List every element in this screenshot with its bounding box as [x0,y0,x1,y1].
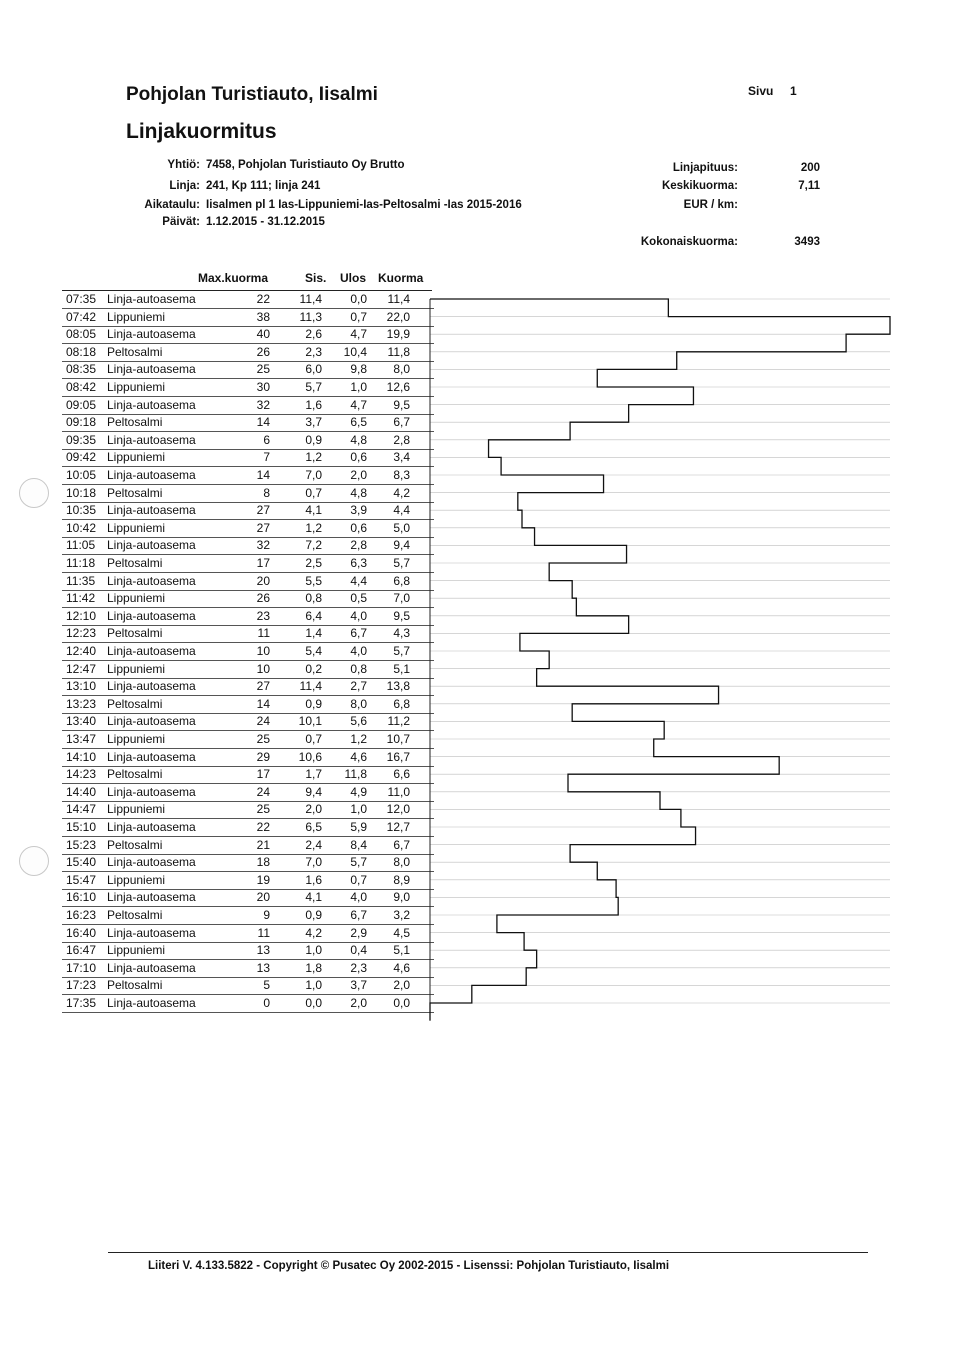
row-stop: Linja-autoasema [107,468,196,482]
row-stop: Peltosalmi [107,344,163,359]
row-kuorma: 7,0 [393,591,410,606]
row-stop: Linja-autoasema [107,925,196,940]
row-stop: Linja-autoasema [107,749,196,764]
row-kuorma: 12,7 [386,820,410,834]
row-sis: 5,4 [305,644,322,658]
row-stop: Lippuniemi [107,732,166,746]
row-time: 16:47 [66,943,97,958]
row-stop: Linja-autoasema [107,960,196,975]
row-kuorma: 8,3 [393,468,410,482]
row-ulos: 4,8 [350,485,367,500]
row-ulos: 2,0 [350,468,367,482]
row-ulos: 2,0 [350,996,367,1010]
row-ulos: 5,7 [350,855,367,870]
footer-text: Liiteri V. 4.133.5822 - Copyright © Pusatec Oy 2002-2015 - Lisenssi: Pohjolan Turistiauto, Iisalmi [148,1260,670,1272]
row-stop: Linja-autoasema [107,397,196,412]
row-stop: Lippuniemi [107,309,166,324]
row-time: 11:18 [66,556,96,570]
row-ulos: 3,9 [350,503,367,518]
row-max: 13 [256,960,270,975]
row-time: 17:10 [66,960,97,975]
row-time: 13:10 [66,679,97,694]
row-time: 10:05 [66,468,97,482]
row-max: 19 [256,872,270,887]
document-title: Linjakuormitus [126,120,277,143]
row-sis: 0,0 [305,996,322,1010]
row-time: 09:05 [66,397,97,412]
row-ulos: 0,4 [350,943,367,958]
row-sis: 0,9 [305,432,322,447]
row-kuorma: 9,5 [393,397,410,412]
row-stop: Linja-autoasema [107,784,196,799]
row-stop: Lippuniemi [107,380,166,394]
row-sis: 1,8 [305,960,322,975]
row-max: 0 [263,996,270,1010]
row-sis: 0,7 [305,732,322,746]
col-header-sis: Sis. [305,271,327,285]
row-stop: Linja-autoasema [107,996,196,1010]
row-time: 07:35 [66,292,97,306]
row-max: 22 [256,292,270,306]
row-kuorma: 4,3 [393,626,410,641]
row-stop: Lippuniemi [107,872,166,887]
row-time: 14:23 [66,767,97,782]
row-stop: Linja-autoasema [107,573,196,588]
row-sis: 1,7 [305,767,322,782]
row-max: 18 [256,855,270,870]
row-ulos: 4,8 [350,432,367,447]
row-max: 25 [256,802,270,817]
row-stop: Linja-autoasema [107,327,196,342]
row-stop: Peltosalmi [107,626,163,641]
row-ulos: 4,7 [350,327,367,342]
row-max: 6 [263,432,270,447]
summary-total-value: 3493 [794,236,820,248]
row-ulos: 0,7 [350,309,367,324]
row-kuorma: 22,0 [386,309,410,324]
row-sis: 2,6 [305,327,322,342]
row-stop: Linja-autoasema [107,503,196,518]
row-max: 14 [256,696,270,711]
row-ulos: 4,7 [350,397,367,412]
row-time: 12:10 [66,608,97,623]
row-ulos: 2,7 [350,679,367,694]
row-max: 25 [256,732,270,746]
row-sis: 6,0 [305,362,322,377]
row-time: 09:35 [66,432,97,447]
row-max: 9 [263,908,270,922]
row-max: 5 [263,978,270,993]
row-sis: 5,7 [305,380,322,394]
row-time: 09:18 [66,415,97,430]
row-kuorma: 5,1 [393,661,410,676]
row-kuorma: 11,2 [387,714,410,729]
row-ulos: 2,8 [350,538,367,553]
row-time: 15:10 [66,820,97,834]
row-max: 40 [256,327,270,342]
row-kuorma: 4,2 [393,485,410,500]
row-sis: 0,8 [305,591,322,606]
row-ulos: 5,6 [350,714,367,729]
row-sis: 0,9 [305,696,322,711]
row-kuorma: 5,7 [393,644,410,658]
row-sis: 1,6 [305,397,322,412]
row-max: 17 [256,767,270,782]
row-stop: Linja-autoasema [107,890,196,905]
row-ulos: 11,8 [344,767,367,782]
row-sis: 0,2 [305,661,322,676]
row-sis: 2,3 [305,344,322,359]
row-ulos: 1,2 [350,732,367,746]
meta-value: 1.12.2015 - 31.12.2015 [206,216,325,228]
row-kuorma: 0,0 [393,996,410,1010]
row-time: 10:42 [66,520,97,535]
row-stop: Lippuniemi [107,802,166,817]
row-kuorma: 8,9 [393,872,410,887]
row-ulos: 3,7 [350,978,367,993]
row-ulos: 0,7 [350,872,367,887]
row-max: 14 [256,415,270,430]
meta-value: 7458, Pohjolan Turistiauto Oy Brutto [206,159,405,171]
row-max: 24 [256,714,270,729]
row-sis: 1,6 [305,872,322,887]
row-max: 10 [256,644,270,658]
row-ulos: 5,9 [350,820,367,834]
summary-avg-value: 7,11 [798,180,820,192]
row-sis: 6,4 [305,608,322,623]
row-kuorma: 5,0 [393,520,410,535]
row-ulos: 0,0 [350,292,367,306]
summary-total-label: Kokonaiskuorma: [640,236,738,248]
row-stop: Lippuniemi [107,591,166,606]
row-ulos: 4,0 [350,608,367,623]
summary-eur-label: EUR / km: [683,199,738,211]
row-sis: 1,0 [305,943,322,958]
col-header-kuorma: Kuorma [378,271,424,285]
row-sis: 6,5 [305,820,322,834]
row-ulos: 2,3 [350,960,367,975]
row-max: 25 [256,362,270,377]
meta-value: 241, Kp 111; linja 241 [206,180,321,192]
col-header-max: Max.kuorma [198,271,269,285]
row-stop: Peltosalmi [107,837,163,852]
row-stop: Linja-autoasema [107,679,196,694]
row-kuorma: 4,5 [393,925,410,940]
row-kuorma: 6,7 [393,837,410,852]
row-kuorma: 4,4 [393,503,410,518]
row-time: 14:10 [66,749,97,764]
row-time: 15:47 [66,872,97,887]
row-time: 08:05 [66,327,97,342]
row-time: 10:35 [66,503,97,518]
page-number: 1 [790,84,797,98]
row-ulos: 6,3 [350,556,367,570]
row-kuorma: 6,8 [393,573,410,588]
row-time: 12:47 [66,661,97,676]
row-kuorma: 9,4 [393,538,410,553]
row-kuorma: 2,8 [393,432,410,447]
row-ulos: 4,6 [350,749,367,764]
row-stop: Linja-autoasema [107,292,196,306]
row-max: 26 [256,591,270,606]
row-kuorma: 11,0 [387,784,410,799]
row-ulos: 0,5 [350,591,367,606]
row-time: 08:35 [66,362,97,377]
row-max: 8 [263,485,270,500]
row-max: 17 [256,556,270,570]
meta-label: Linja: [169,180,200,192]
row-ulos: 6,5 [350,415,367,430]
row-kuorma: 4,6 [393,960,410,975]
row-max: 20 [256,573,270,588]
row-ulos: 0,6 [350,450,367,465]
row-stop: Lippuniemi [107,520,166,535]
row-kuorma: 6,6 [393,767,410,782]
row-ulos: 9,8 [350,362,367,377]
summary-length-value: 200 [800,162,820,174]
meta-label: Yhtiö: [167,159,200,171]
row-time: 08:18 [66,344,97,359]
row-max: 32 [256,397,270,412]
load-profile-line [430,299,890,1021]
row-stop: Lippuniemi [107,450,166,465]
row-time: 14:47 [66,802,97,817]
row-stop: Linja-autoasema [107,714,196,729]
row-time: 17:23 [66,978,97,993]
row-sis: 1,4 [305,626,322,641]
row-max: 22 [256,820,270,834]
row-kuorma: 9,0 [393,890,410,905]
row-max: 23 [256,608,270,623]
row-max: 11 [257,626,270,641]
meta-label: Päivät: [162,216,200,228]
row-kuorma: 11,8 [387,344,410,359]
row-kuorma: 16,7 [386,749,410,764]
summary-avg-label: Keskikuorma: [661,180,738,192]
row-sis: 2,5 [305,556,322,570]
row-kuorma: 12,6 [386,380,410,394]
row-stop: Linja-autoasema [107,432,196,447]
row-sis: 7,2 [305,538,322,553]
meta-label: Aikataulu: [144,199,200,211]
row-stop: Lippuniemi [107,943,166,958]
row-ulos: 10,4 [343,344,367,359]
row-ulos: 6,7 [350,626,367,641]
row-max: 7 [263,450,270,465]
row-max: 13 [256,943,270,958]
row-kuorma: 11,4 [387,292,410,306]
row-time: 07:42 [66,309,97,324]
row-max: 24 [256,784,270,799]
row-time: 12:23 [66,626,97,641]
row-ulos: 4,0 [350,890,367,905]
row-kuorma: 5,1 [393,943,410,958]
row-time: 11:35 [66,573,96,588]
row-kuorma: 12,0 [386,802,410,817]
row-kuorma: 3,2 [393,908,410,922]
row-kuorma: 10,7 [386,732,410,746]
row-sis: 3,7 [305,415,322,430]
row-ulos: 0,8 [350,661,367,676]
row-max: 30 [256,380,270,394]
row-time: 15:23 [66,837,97,852]
row-sis: 1,2 [305,450,322,465]
row-kuorma: 3,4 [393,450,410,465]
row-time: 16:23 [66,908,97,922]
row-sis: 1,2 [305,520,322,535]
row-sis: 0,9 [305,908,322,922]
row-sis: 7,0 [305,855,322,870]
row-sis: 10,1 [298,714,322,729]
row-stop: Linja-autoasema [107,538,196,553]
row-stop: Linja-autoasema [107,855,196,870]
row-sis: 2,0 [305,802,322,817]
row-kuorma: 5,7 [393,556,410,570]
row-time: 08:42 [66,380,97,394]
row-ulos: 6,7 [350,908,367,922]
row-kuorma: 6,8 [393,696,410,711]
row-stop: Linja-autoasema [107,362,196,377]
row-max: 11 [257,925,270,940]
row-ulos: 0,6 [350,520,367,535]
row-max: 29 [256,749,270,764]
row-sis: 1,0 [305,978,322,993]
row-time: 15:40 [66,855,97,870]
row-stop: Peltosalmi [107,485,163,500]
row-stop: Peltosalmi [107,978,163,993]
row-sis: 11,3 [299,309,322,324]
row-ulos: 4,9 [350,784,367,799]
row-sis: 2,4 [305,837,322,852]
row-max: 10 [256,661,270,676]
row-ulos: 8,0 [350,696,367,711]
row-stop: Peltosalmi [107,908,163,922]
row-stop: Linja-autoasema [107,820,196,834]
row-stop: Linja-autoasema [107,608,196,623]
row-sis: 4,1 [305,503,322,518]
row-time: 13:47 [66,732,97,746]
row-sis: 9,4 [305,784,322,799]
row-ulos: 8,4 [350,837,367,852]
row-time: 13:40 [66,714,97,729]
row-kuorma: 6,7 [393,415,410,430]
company-name: Pohjolan Turistiauto, Iisalmi [126,84,378,105]
row-max: 38 [256,309,270,324]
row-time: 12:40 [66,644,97,658]
row-ulos: 4,4 [350,573,367,588]
row-kuorma: 9,5 [393,608,410,623]
row-sis: 11,4 [299,292,322,306]
row-sis: 4,1 [305,890,322,905]
row-max: 32 [256,538,270,553]
row-sis: 0,7 [305,485,322,500]
row-sis: 4,2 [305,925,322,940]
row-kuorma: 2,0 [393,978,410,993]
row-kuorma: 19,9 [386,327,410,342]
row-time: 10:18 [66,485,97,500]
row-kuorma: 8,0 [393,362,410,377]
row-stop: Peltosalmi [107,415,163,430]
row-sis: 7,0 [305,468,322,482]
row-sis: 11,4 [299,679,322,694]
row-max: 20 [256,890,270,905]
row-sis: 10,6 [298,749,322,764]
row-stop: Peltosalmi [107,696,163,711]
row-max: 27 [256,679,270,694]
row-ulos: 1,0 [350,380,367,394]
row-stop: Linja-autoasema [107,644,196,658]
row-stop: Peltosalmi [107,767,163,782]
row-max: 14 [256,468,270,482]
row-stop: Peltosalmi [107,556,163,570]
row-sis: 5,5 [305,573,322,588]
row-time: 09:42 [66,450,97,465]
row-max: 26 [256,344,270,359]
row-ulos: 1,0 [350,802,367,817]
summary-length-label: Linjapituus: [672,162,738,174]
row-ulos: 4,0 [350,644,367,658]
row-max: 27 [256,503,270,518]
page-label: Sivu [748,84,774,98]
meta-value: Iisalmen pl 1 Ias-Lippuniemi-Ias-Peltosalmi -Ias 2015-2016 [206,199,522,211]
row-stop: Lippuniemi [107,661,166,676]
row-time: 13:23 [66,696,97,711]
row-kuorma: 13,8 [386,679,410,694]
row-time: 16:10 [66,890,97,905]
row-time: 17:35 [66,996,97,1010]
row-max: 21 [256,837,270,852]
row-ulos: 2,9 [350,925,367,940]
row-time: 16:40 [66,925,97,940]
row-max: 27 [256,520,270,535]
col-header-ulos: Ulos [340,271,367,285]
row-time: 11:42 [66,591,96,606]
footer-rule [108,1252,868,1253]
row-kuorma: 8,0 [393,855,410,870]
row-time: 11:05 [66,538,96,553]
row-time: 14:40 [66,784,97,799]
